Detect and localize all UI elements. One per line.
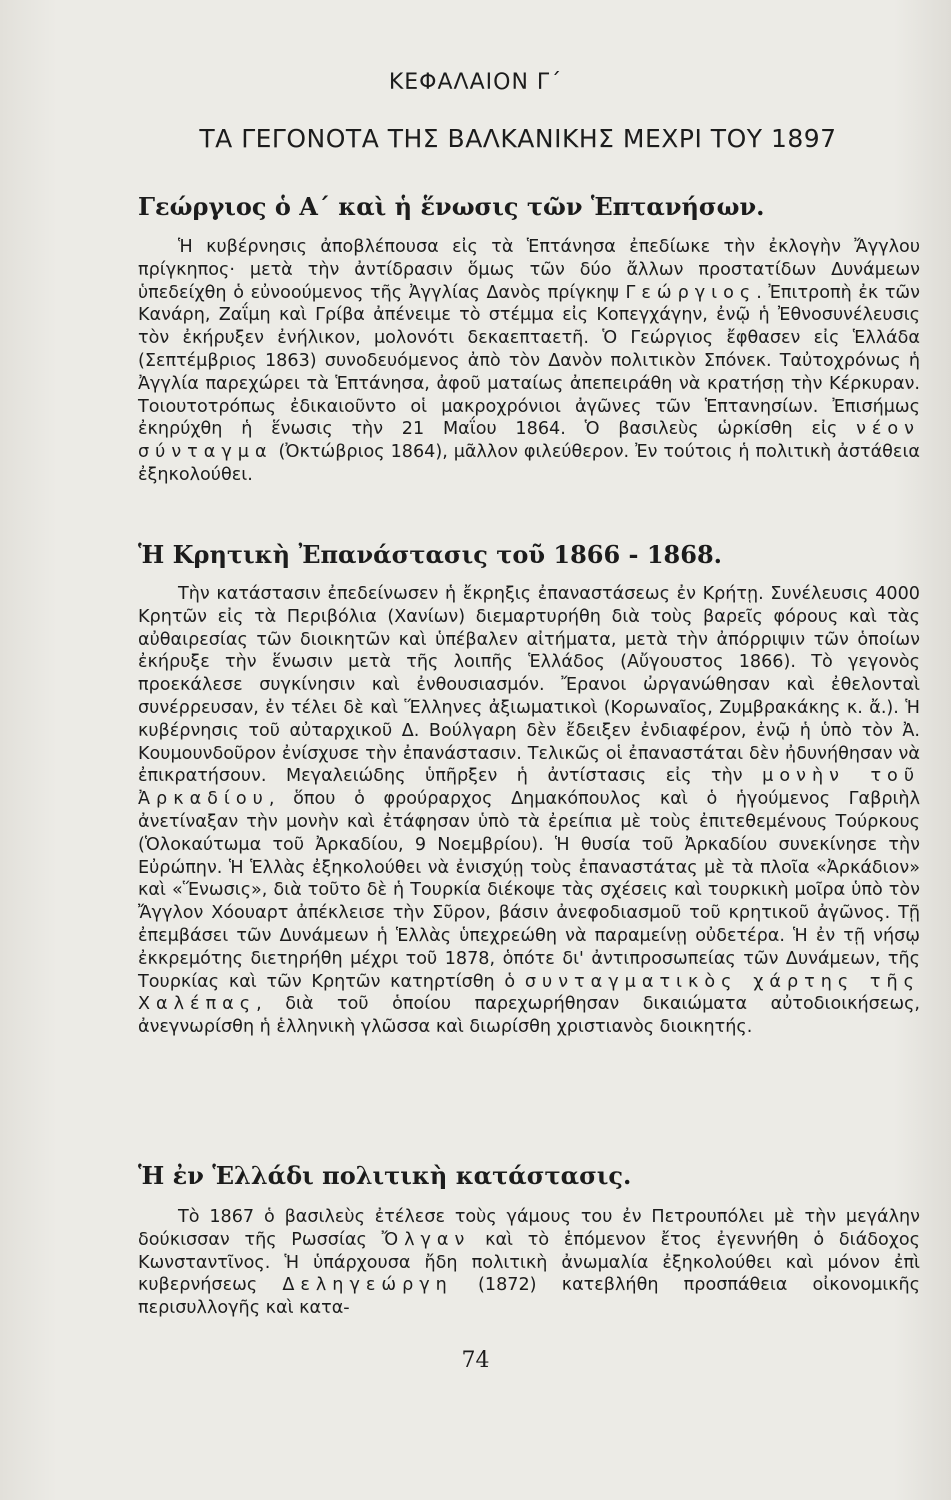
chapter-label: ΚΕΦΑΛΑΙΟΝ Γ΄ — [388, 70, 563, 95]
page-number: 74 — [461, 1348, 490, 1373]
spaced-arkadi-monastery: μονὴν τοῦ Ἀρκαδίου — [138, 766, 920, 810]
paragraph-ionian-union: Ἡ κυβέρνησις ἀποβλέπουσα εἰς τὰ Ἑπτάνησα ἐπεδίωκε τὴν ἐκλογὴν Ἄγγλου πρίγκηπος· μετὰ τὴν ἀντίδρασιν ὅμως τῶν δύο ἄλλων προστατίδων Δυνάμεων ὑπεδείχθη ὁ εὐνοούμενος τῆς Ἀγγλίας Δανὸς πρίγκηψ Γεώργιος. Ἐπιτροπὴ ἐκ τῶν Κανάρη, Ζαΐμη καὶ Γρίβα ἀπένειμε τὸ στέμμα εἰς Κοπεγχάγην, ἐνῷ ἡ Ἐθνοσυνέλευσις τὸν ἐκήρυξεν ἐνήλικον, μολονότι δεκαεπταετῆ. Ὁ Γεώργιος ἔφθασεν εἰς Ἑλλάδα (Σεπτέμβριος 1863) συνοδευόμενος ἀπὸ τὸν Δανὸν πολιτικὸν Σπόνεκ. Ταὐτοχρόνως ἡ Ἀγγλία παρεχώρει τὰ Ἑπτάνησα, ἀφοῦ ματαίως ἀπεπειράθη νὰ κρατήσῃ τὴν Κέρκυραν. Τοιουτοτρόπως ἐδικαιοῦντο οἱ μακροχρόνιοι ἀγῶνες τῶν Ἑπτανησίων. Ἐπισήμως ἐκηρύχθη ἡ ἕνωσις τὴν 21 Μαΐου 1864. Ὁ βασιλεὺς ὡρκίσθη εἰς νέον σύνταγμα (Ὀκτώβριος 1864), μᾶλλον φιλεύθερον. Ἐν τούτοις ἡ πολιτικὴ ἀστάθεια ἐξηκολούθει. — [138, 237, 920, 485]
spaced-halepa-charter: συνταγματικὸς χάρτης τῆς Χαλέπας — [138, 971, 920, 1015]
spaced-name-olga: Ὄλγαν — [381, 1229, 471, 1250]
spaced-name-georgios: Γεώργιος — [625, 282, 757, 303]
paragraph-political-situation: Τὸ 1867 ὁ βασιλεὺς ἐτέλεσε τοὺς γάμους του ἐν Πετρουπόλει μὲ τὴν μεγάλην δούκισσαν τῆς Ρωσσίας Ὄλγαν καὶ τὸ ἑπόμενον ἔτος ἐγεννήθη ὁ διάδοχος Κωνσταντῖνος. Ἡ ὑπάρχουσα ἤδη πολιτικὴ ἀνωμαλία ἐξηκολούθει καὶ μόνον ἐπὶ κυβερνήσεως Δεληγεώργη (1872) κατεβλήθη προσπάθεια οἰκονομικῆς περισυλλογῆς καὶ κατα- — [138, 1207, 921, 1319]
spaced-new-constitution: νέον σύνταγμα — [138, 419, 920, 463]
spaced-name-deligeorgis: Δεληγεώργη — [282, 1275, 453, 1296]
section-heading-political-situation: Ἡ ἐν Ἑλλάδι πολιτικὴ κατάστασις. — [138, 1161, 632, 1190]
section-heading-ionian-union: Γεώργιος ὁ Α΄ καὶ ἡ ἕνωσις τῶν Ἑπτανήσων. — [138, 192, 765, 221]
section-heading-cretan-revolution: Ἡ Κρητικὴ Ἐπανάστασις τοῦ 1866 - 1868. — [138, 540, 722, 569]
chapter-title: ΤΑ ΓΕΓΟΝΟΤΑ ΤΗΣ ΒΑΛΚΑΝΙΚΗΣ ΜΕΧΡΙ ΤΟΥ 1897 — [199, 124, 837, 153]
paragraph-cretan-revolution: Τὴν κατάστασιν ἐπεδείνωσεν ἡ ἔκρηξις ἐπαναστάσεως ἐν Κρήτῃ. Συνέλευσις 4000 Κρητῶν εἰς τὰ Περιβόλια (Χανίων) διεμαρτυρήθη διὰ τοὺς βαρεῖς φόρους καὶ τὰς αὐθαιρεσίας τῶν διοικητῶν καὶ ὑπέβαλεν αἰτήματα, μετὰ τὴν ἀπόρριψιν τῶν ὁποίων ἐκήρυξε τὴν ἕνωσιν μετὰ τῆς λοιπῆς Ἑλλάδος (Αὔγουστος 1866). Τὸ γεγονὸς προεκάλεσε συγκίνησιν καὶ ἐνθουσιασμόν. Ἔρανοι ὠργανώθησαν καὶ ἐθελονταὶ συνέρρευσαν, ἐν τέλει δὲ καὶ Ἕλληνες ἀξιωματικοὶ (Κορωναῖος, Ζυμβρακάκης κ. ἄ.). Ἡ κυβέρνησις τοῦ αὐταρχικοῦ Δ. Βούλγαρη δὲν ἔδειξεν ἐνδιαφέρον, ἐνῷ ἡ ὑπὸ τὸν Ἀ. Κουμουνδοῦρον ἐνίσχυσε τὴν ἐπανάστασιν. Τελικῶς οἱ ἐπαναστάται δὲν ἠδυνήθησαν νὰ ἐπικρατήσουν. Μεγαλειώδης ὑπῆρξεν ἡ ἀντίστασις εἰς τὴν μονὴν τοῦ Ἀρκαδίου, ὅπου ὁ φρούραρχος Δημακόπουλος καὶ ὁ ἡγούμενος Γαβριὴλ ἀνετίναξαν τὴν μονὴν καὶ ἐτάφησαν ὑπὸ τὰ ἐρείπια μὲ τοὺς ἐπιτεθεμένους Τούρκους (Ὁλοκαύτωμα τοῦ Ἀρκαδίου, 9 Νοεμβρίου). Ἡ θυσία τοῦ Ἀρκαδίου συνεκίνησε τὴν Εὐρώπην. Ἡ Ἑλλὰς ἐξηκολούθει νὰ ἐνισχύῃ τοὺς ἐπαναστάτας μὲ τὰ πλοῖα «Ἀρκάδιον» καὶ «Ἕνωσις», διὰ τοῦτο δὲ ἡ Τουρκία διέκοψε τὰς σχέσεις καὶ τουρκικὴ μοῖρα ὑπὸ τὸν Ἄγγλον Χόουαρτ ἀπέκλεισε τὴν Σῦρον, βάσιν ἀνεφοδιασμοῦ τοῦ κρητικοῦ ἀγῶνος. Τῇ ἐπεμβάσει τῶν Δυνάμεων ἡ Ἑλλὰς ὑπεχρεώθη νὰ παραμείνῃ οὐδετέρα. Ἡ ἐν τῇ νήσῳ ἐκκρεμότης διετηρήθη μέχρι τοῦ 1878, ὁπότε δι' ἀντιπροσωπείας τῶν Δυνάμεων, τῆς Τουρκίας καὶ τῶν Κρητῶν κατηρτίσθη ὁ συνταγματικὸς χάρτης τῆς Χαλέπας, διὰ τοῦ ὁποίου παρεχωρήθησαν δικαιώματα αὐτοδιοικήσεως, ἀνεγνωρίσθη ἡ ἑλληνικὴ γλῶσσα καὶ διωρίσθη χριστιανὸς διοικητής. — [138, 584, 920, 1038]
